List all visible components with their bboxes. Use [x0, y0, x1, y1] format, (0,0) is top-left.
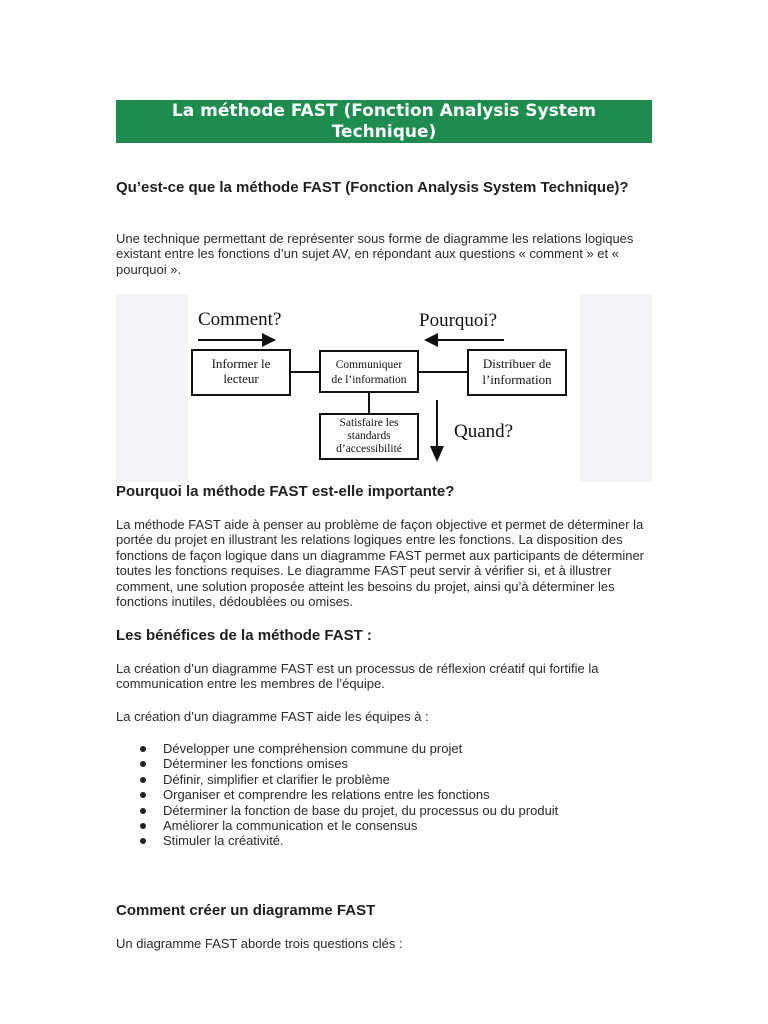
- list-item: Déterminer la fonction de base du projet, du processus ou du produit: [116, 803, 652, 818]
- title-banner: [116, 100, 652, 143]
- box-center-line2: de l’information: [331, 374, 407, 386]
- section-heading-what: Qu’est-ce que la méthode FAST (Fonction Analysis System Technique)?: [116, 179, 629, 196]
- bullet-icon: [140, 761, 146, 767]
- box-satisfaire-standards: [320, 414, 418, 459]
- paragraph-what: Une technique permettant de représenter sous forme de diagramme les relations logiques existant entre les fonctions d’un sujet AV, en répondant aux questions « comment » et « pourquoi ».: [116, 231, 634, 277]
- box-bottom-line2: standards: [347, 430, 391, 442]
- box-left-line1: Informer le: [211, 356, 271, 371]
- paragraph-why: La méthode FAST aide à penser au problème de façon objective et permet de déterminer la portée du projet en illustrant les relations logiques entre les fonctions. La disposition des fonctions de façon logique dans un diagramme FAST permet aux participants de déterminer toutes les fonctions requises. Le diagramme FAST peut servir à vérifier si, et à illustrer comment, une solution proposée atteint les besoins du projet, ainsi qu’à déterminer les fonctions inutiles, dédoublées ou omises.: [116, 517, 645, 610]
- pourquoi-arrow: [424, 333, 504, 347]
- box-communiquer-information: [320, 351, 418, 392]
- box-bottom-line3: d’accessibilité: [336, 443, 402, 455]
- pourquoi-label: Pourquoi?: [419, 310, 498, 331]
- comment-label: Comment?: [198, 309, 282, 330]
- box-center-line1: Communiquer: [335, 359, 403, 371]
- banner-title: La méthode FAST (Fonction Analysis System Technique): [171, 100, 597, 142]
- list-item: Définir, simplifier et clarifier le problème: [116, 772, 652, 787]
- fast-diagram: [116, 294, 652, 482]
- bullet-icon: [140, 823, 146, 829]
- paragraph-benefits-2: La création d’un diagramme FAST aide les équipes à :: [116, 709, 429, 724]
- paragraph-how: Un diagramme FAST aborde trois questions clés :: [116, 936, 403, 951]
- benefits-list: [116, 741, 652, 849]
- section-heading-how: Comment créer un diagramme FAST: [116, 902, 376, 919]
- box-left-line2: lecteur: [223, 371, 259, 386]
- quand-label: Quand?: [454, 421, 514, 442]
- fast-diagram-svg: [116, 294, 652, 482]
- quand-arrow: [430, 400, 444, 462]
- list-item: Développer une compréhension commune du projet: [116, 741, 652, 756]
- box-right-line1: Distribuer de: [482, 356, 552, 371]
- bullet-icon: [140, 808, 146, 814]
- section-heading-benefits: Les bénéfices de la méthode FAST :: [116, 627, 372, 644]
- bullet-icon: [140, 838, 146, 844]
- box-informer-le-lecteur: [192, 350, 290, 395]
- bullet-icon: [140, 746, 146, 752]
- list-item: Organiser et comprendre les relations entre les fonctions: [116, 787, 652, 802]
- box-right-line2: l’information: [482, 372, 552, 387]
- paragraph-benefits-1: La création d’un diagramme FAST est un processus de réflexion créatif qui fortifie la communication entre les membres de l’équipe.: [116, 661, 599, 692]
- box-distribuer-information: [468, 350, 566, 395]
- list-item: Stimuler la créativité.: [116, 833, 652, 848]
- box-bottom-line1: Satisfaire les: [339, 417, 399, 429]
- list-item: Améliorer la communication et le consensus: [116, 818, 652, 833]
- bullet-icon: [140, 792, 146, 798]
- comment-arrow: [198, 333, 276, 347]
- list-item: Déterminer les fonctions omises: [116, 756, 652, 771]
- section-heading-why: Pourquoi la méthode FAST est-elle importante?: [116, 483, 455, 500]
- bullet-icon: [140, 777, 146, 783]
